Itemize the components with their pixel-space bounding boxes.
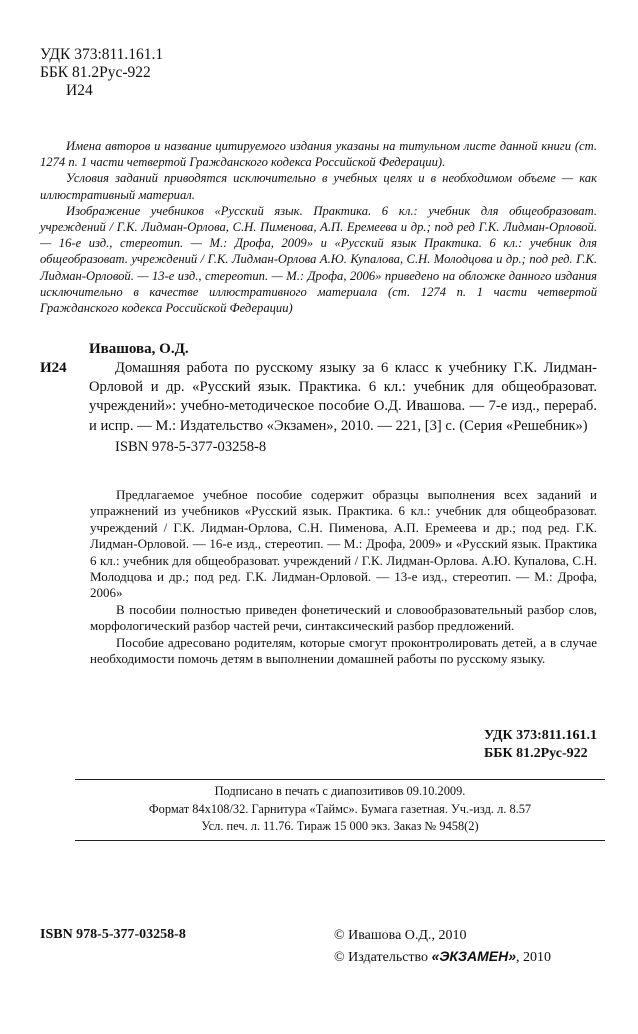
bbk-code: ББК 81.2Рус-922 bbox=[40, 64, 151, 81]
annotation-paragraph: Пособие адресовано родителям, которые смогут проконтролировать детей, а в случае необходимости помочь детям в выполнении домашней работы по русскому языку. bbox=[90, 634, 597, 667]
copyright-prefix: © Издательство bbox=[334, 950, 432, 965]
author-sign: И24 bbox=[66, 82, 93, 99]
annotation bbox=[90, 487, 597, 667]
catalog-isbn: ISBN 978-5-377-03258-8 bbox=[115, 438, 267, 455]
copyright-author: © Ивашова О.Д., 2010 bbox=[334, 928, 467, 943]
udk-code: УДК 373:811.161.1 bbox=[40, 46, 164, 63]
imprint-block bbox=[75, 783, 605, 836]
imprint-top-rule bbox=[75, 779, 605, 780]
copyright-year: , 2010 bbox=[516, 950, 552, 965]
udk-code-right: УДК 373:811.161.1 bbox=[483, 728, 597, 743]
notice-paragraph: Изображение учебников «Русский язык. Практика. 6 кл.: учебник для общеобразоват. учреждений / Г.К. Лидман-Орлова, С.Н. Пименова, А.П. Еремеева и др.; под ред Г.К. Лидман-Орловой. — 16-е изд., стереотип. — М.: Дрофа, 2009» и «Русский язык Практика. 6 кл.: учебник для общеобразоват. учреждений / Г.К. Лидман-Орлова А.Ю. Купалова, С.Н. Молодцова и др.; под ред. Г.К. Лидман-Орловой. — 13-е изд., стереотип. — М.: Дрофа, 2006» приведено на обложке данного издания исключительно в качестве иллюстративного материала (ст. 1274 п. 1 части четвертой Гражданского кодекса Российской Федерации) bbox=[40, 203, 597, 316]
imprint-line: Подписано в печать с диапозитивов 09.10.2009. bbox=[214, 784, 466, 798]
publisher-brand: «ЭКЗАМЕН» bbox=[431, 948, 517, 964]
classification-codes bbox=[40, 46, 163, 100]
imprint-bottom-rule bbox=[75, 840, 605, 841]
annotation-paragraph: Предлагаемое учебное пособие содержит образцы выполнения всех заданий и упражнений из учебников «Русский язык. Практика. 6 кл.: учебник для общеобразоват. учреждений / Г.К. Лидман-Орлова, С.Н. Пименова, А.П. Еремеева и др.; под ред. Г.К. Лидман-Орловой. — 16-е изд., стереотип. — М.: Дрофа, 2009» и «Русский язык. Практика 6 кл.: учебник для общеобразоват. учреждений / Г.К. Лидман-Орлова. А.Ю. Купалова, С.Н. Молодцова и др.; под ред. Г.К. Лидман-Орловой. — 13-е изд., стереотип. — М.: Дрофа, 2006» bbox=[90, 487, 597, 601]
catalog-entry bbox=[40, 340, 597, 457]
catalog-description bbox=[89, 359, 597, 436]
catalog-description-text: Домашняя работа по русскому языку за 6 класс к учебнику Г.К. Лидман-Орловой и др. «Русский язык. Практика. 6 кл.: учебник для общеобразоват. учреждений»: учебно-методическое пособие О.Д. Ивашова. — 7-е изд., перераб. и испр. — М.: Издательство «Экзамен», 2010. — 221, [3] с. (Серия «Решебник») bbox=[89, 360, 597, 434]
annotation-paragraph: В пособии полностью приведен фонетический и словообразовательный разбор слов, морфологический разбор частей речи, синтаксический разбор предложений. bbox=[90, 601, 597, 634]
notice-paragraph: Условия заданий приводятся исключительно в учебных целях и в необходимом объеме — как иллюстративный материал. bbox=[40, 171, 597, 202]
footer-isbn: ISBN 978-5-377-03258-8 bbox=[40, 927, 186, 942]
catalog-author: Ивашова, О.Д. bbox=[89, 341, 189, 357]
copyright-publisher bbox=[334, 946, 551, 968]
imprint-line: Усл. печ. л. 11.76. Тираж 15 000 экз. Заказ № 9458(2) bbox=[201, 819, 479, 833]
copyright-block bbox=[334, 926, 551, 968]
classification-codes-right bbox=[484, 727, 597, 763]
bbk-code-right: ББК 81.2Рус-922 bbox=[483, 746, 588, 761]
imprint-line: Формат 84x108/32. Гарнитура «Таймс». Бумага газетная. Уч.-изд. л. 8.57 bbox=[148, 801, 532, 816]
notice-paragraph: Имена авторов и название цитируемого издания указаны на титульном листе данной книги (ст. 1274 п. 1 части четвертой Гражданского кодекса Российской Федерации). bbox=[40, 139, 597, 170]
catalog-author-sign: И24 bbox=[40, 360, 67, 376]
legal-notice bbox=[40, 138, 597, 316]
